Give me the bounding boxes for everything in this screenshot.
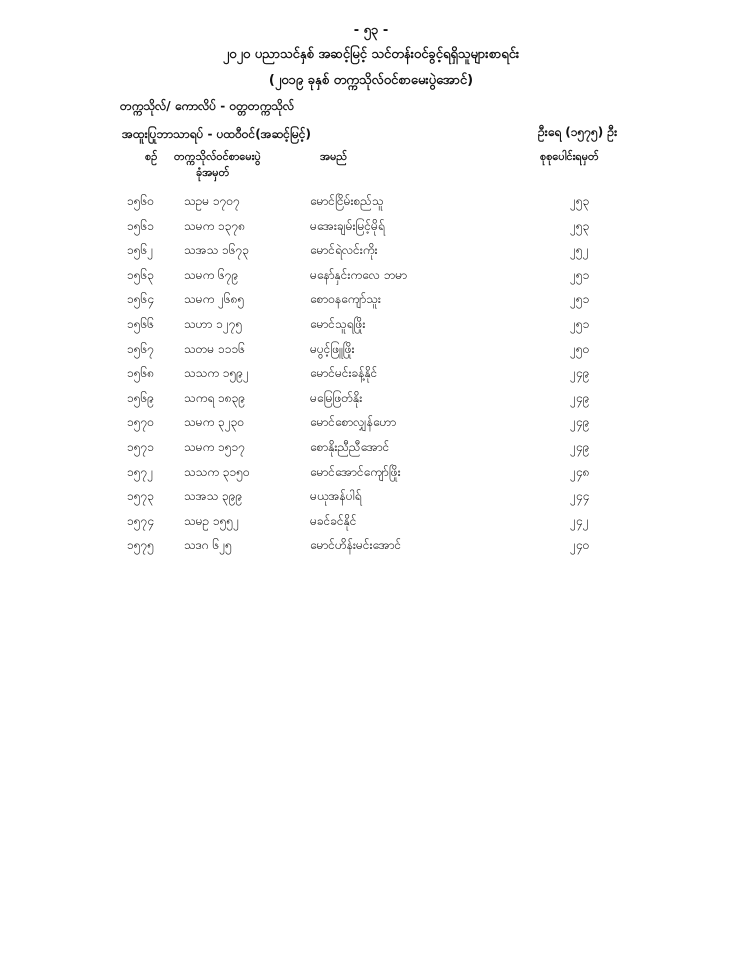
row-score: ၂၅၁ (570, 267, 590, 282)
row-number: ၁၅၆၀ (127, 194, 154, 208)
row-name: မနော်နှင်းကလေ ဘမာ (310, 267, 408, 282)
row-number: ၁၅၇၃ (127, 489, 154, 504)
row-number: ၁၅၆၇ (127, 341, 154, 356)
column-header-no: စဉ် (145, 150, 158, 163)
column-header-roll-line1: တက္ကသိုလ်ဝင်စာမေးပွဲ (174, 150, 261, 163)
table-row (0, 464, 742, 489)
row-name: စောဝနကျော်သူး (310, 292, 381, 307)
table-row (0, 193, 742, 218)
row-name: မောင်စောလျှန်ဟော (310, 415, 397, 430)
row-score: ၂၄၀ (570, 538, 590, 553)
row-score: ၂၅၁ (570, 292, 590, 307)
row-score: ၂၅၂ (570, 243, 589, 258)
row-number: ၁၅၆၉ (127, 390, 154, 405)
table-row (0, 341, 742, 366)
row-number: ၁၅၇၅ (127, 538, 154, 553)
row-number: ၁၅၆၃ (127, 267, 154, 282)
table-row (0, 414, 742, 439)
row-name: မောင်သူရဖြိုး (310, 316, 366, 331)
row-name: စောနိုးညီညီအောင် (310, 439, 390, 454)
row-roll-number: သကရ ၁၈၃၉ (184, 390, 246, 405)
row-roll-number: သမက ၆၇၉ (184, 267, 239, 282)
table-row (0, 365, 742, 390)
table-row (0, 242, 742, 267)
row-name: မောင်ဟိန်းမင်းအောင် (310, 538, 402, 553)
column-header-roll-line2: ခုံအမှတ် (196, 166, 230, 179)
row-number: ၁၅၇၁ (127, 439, 154, 454)
row-score: ၂၄၄ (570, 489, 590, 504)
document-subtitle: (၂၀၁၉ ခုနှစ် တက္ကသိုလ်ဝင်စာမေးပွဲအောင်) (268, 73, 474, 88)
row-score: ၂၄၉ (570, 366, 590, 381)
row-roll-number: သမက ၁၃၇၈ (184, 218, 246, 233)
row-score: ၂၅၁ (570, 316, 590, 331)
results-table (0, 193, 742, 562)
row-roll-number: သမဥ ၁၅၅၂ (184, 513, 240, 528)
row-score: ၂၅၃ (570, 218, 590, 233)
total-count: ဦးရေ (၁၅၇၅) ဦး (538, 125, 618, 139)
row-name: မယုအန်ပါရ် (310, 489, 362, 504)
row-name: မမြေဖြတ်နိုး (310, 390, 363, 405)
row-name: မအေးချမ်းမြင့်မိုရ် (310, 218, 385, 233)
row-roll-number: သမက ၂၆၈၅ (184, 292, 245, 307)
row-score: ၂၄၉ (570, 390, 590, 405)
row-roll-number: သမက ၁၅၁၇ (184, 439, 246, 454)
row-name: မောင်ရဲလင်းကိုး (310, 243, 378, 258)
row-roll-number: သအသ ၃၉၉ (184, 489, 243, 504)
row-score: ၂၅၀ (570, 341, 590, 356)
table-row (0, 537, 742, 562)
row-score: ၂၄၈ (570, 464, 590, 479)
table-row (0, 267, 742, 292)
row-name: မောင်အောင်ကျော်ဖြိုး (310, 464, 401, 479)
row-roll-number: သဥမ ၁၇၀၇ (184, 194, 240, 208)
table-row (0, 390, 742, 415)
row-roll-number: သသက ၃၁၅၀ (184, 464, 250, 479)
major-subject: အထူးပြုဘာသာရပ် - ပထဝီဝင်(အဆင့်မြင့်) (122, 127, 311, 141)
table-row (0, 439, 742, 464)
row-number: ၁၅၇၂ (127, 464, 154, 479)
row-name: မောင်ငြိမ်းစည်သူ (310, 194, 384, 208)
table-row (0, 316, 742, 341)
table-row (0, 513, 742, 538)
table-row (0, 218, 742, 243)
row-roll-number: သဟာ ၁၂၇၅ (184, 316, 243, 331)
table-row (0, 291, 742, 316)
page-number: - ၅၃ - (353, 23, 389, 38)
row-roll-number: သအသ ၁၆၇၃ (184, 243, 250, 258)
row-name: မပွင့်ဖြူဖြိုး (310, 341, 355, 356)
row-number: ၁၅၆၁ (127, 218, 154, 233)
row-score: ၂၄၉ (570, 415, 590, 430)
column-header-name: အမည် (320, 150, 348, 163)
row-roll-number: သမက ၃၂၃၀ (184, 415, 245, 430)
row-number: ၁၅၆၆ (127, 316, 154, 331)
row-number: ၁၅၇၀ (127, 415, 154, 430)
row-number: ၁၅၇၄ (127, 513, 154, 528)
row-score: ၂၅၃ (570, 194, 590, 208)
row-roll-number: သဒဂ ၆၂၅ (184, 538, 232, 553)
row-name: မခင်ခင်နိုင် (310, 513, 357, 528)
row-name: မောင်မင်းခန့်နိုင် (310, 366, 378, 381)
row-number: ၁၅၆၈ (127, 366, 155, 381)
row-score: ၂၄၂ (570, 513, 589, 528)
row-number: ၁၅၆၂ (127, 243, 154, 258)
row-number: ၁၅၆၄ (127, 292, 154, 307)
row-roll-number: သသက ၁၅၉၂ (184, 366, 249, 381)
university-location: တက္ကသိုလ်/ ကောလိပ် - ဝတ္တတက္ကသိုလ် (120, 99, 295, 113)
row-roll-number: သတမ ၁၁၁၆ (184, 341, 245, 356)
document-title: ၂၀၂၀ ပညာသင်နှစ် အဆင့်မြင့် သင်တန်းဝင်ခွင့်ရရှိသူများစာရင်း (222, 47, 520, 62)
column-header-score: စုစုပေါင်းရမှတ် (540, 150, 599, 163)
table-row (0, 488, 742, 513)
row-score: ၂၄၉ (570, 439, 590, 454)
